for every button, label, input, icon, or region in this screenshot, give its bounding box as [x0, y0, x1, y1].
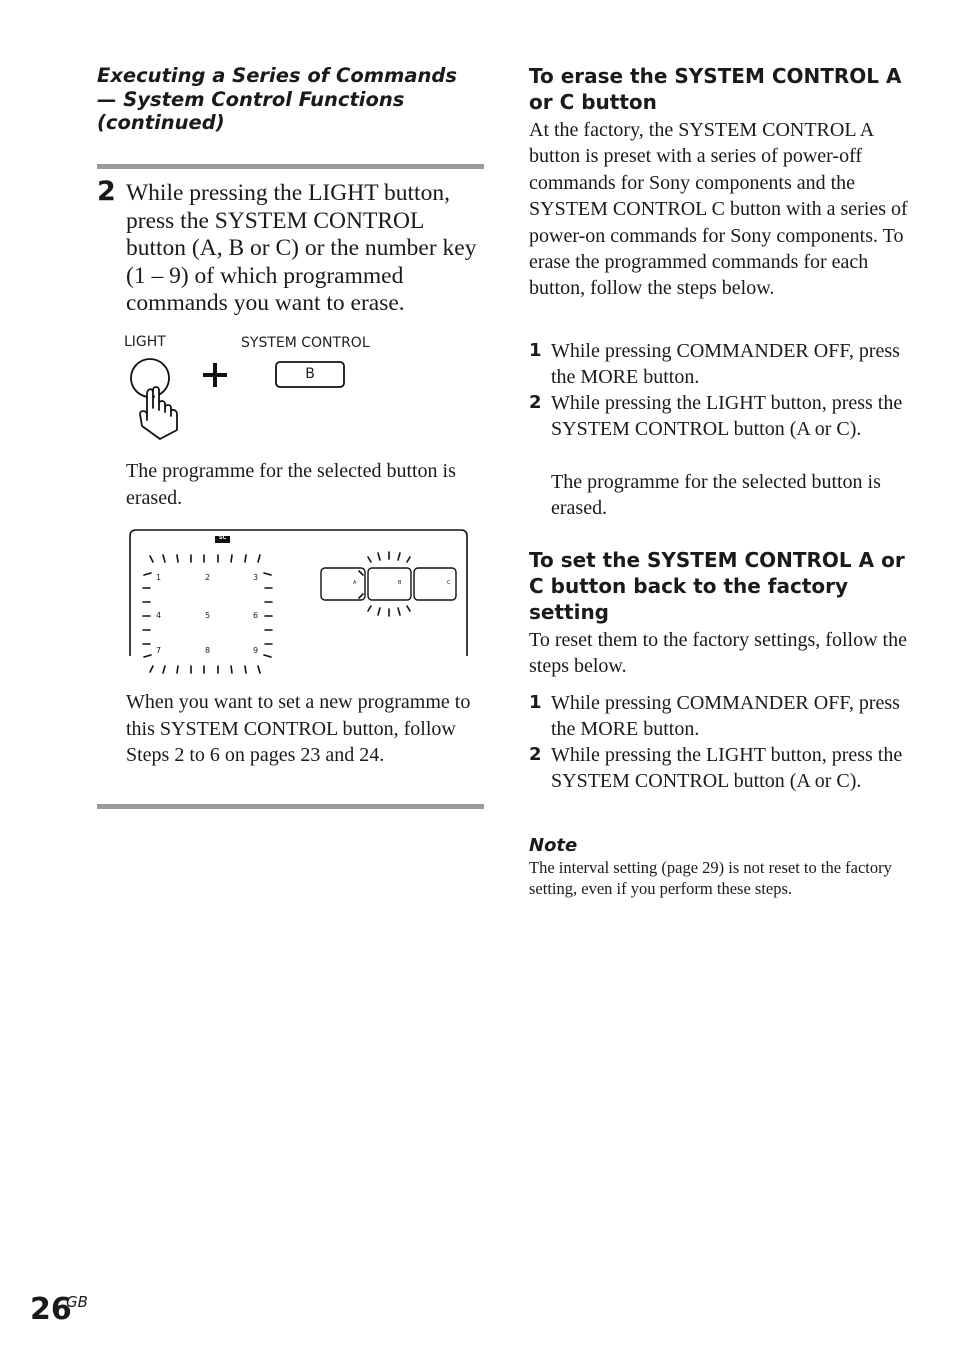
display-number-6: 6 [253, 611, 259, 620]
reset-section-title: To set the SYSTEM CONTROL A or C button back to the factory setting [529, 548, 905, 624]
display-number-3: 3 [253, 573, 259, 582]
erase-result-text: The programme for the selected button is erased. [551, 471, 881, 520]
display-number-2: 2 [205, 573, 211, 582]
erase-step-1-text: While pressing COMMANDER OFF, press the MORE button. [551, 340, 900, 389]
sc-indicator-label: SC [218, 535, 227, 541]
page-number-suffix: GB [66, 1293, 88, 1311]
erase-step-2-number: 2 [529, 392, 542, 413]
blink-ticks-top [150, 555, 260, 562]
section-heading [97, 64, 477, 135]
display-number-4: 4 [156, 611, 162, 620]
reset-intro-text: To reset them to the factory settings, follow the steps below. [529, 629, 907, 678]
reset-step-2-text: While pressing the LIGHT button, press the SYSTEM CONTROL button (A or C). [551, 744, 903, 793]
display-number-9: 9 [253, 646, 259, 655]
erase-intro-text: At the factory, the SYSTEM CONTROL A button is preset with a series of power-off commands for Sony components and the SYSTEM CONTROL C button with a series of power-on commands for Sony components. To erase the programmed commands for each button, follow the steps below. [529, 119, 908, 300]
display-number-8: 8 [205, 646, 211, 655]
display-button-a [321, 568, 365, 600]
erased-result-text: The programme for the selected button is erased. [126, 460, 456, 509]
erase-step-1-number: 1 [529, 340, 542, 361]
section-heading-line3: (continued) [97, 111, 225, 134]
note-text: The interval setting (page 29) is not reset to the factory setting, even if you perform these steps. [529, 858, 892, 898]
step-instruction: While pressing the LIGHT button, press the SYSTEM CONTROL button (A, B or C) or the number key (1 – 9) of which programmed commands you want to erase. [126, 180, 477, 317]
light-plus-b-illustration [120, 350, 360, 445]
reset-step-1-number: 1 [529, 692, 542, 713]
system-control-b-button-label: B [305, 366, 315, 382]
bottom-divider [97, 804, 484, 809]
blink-ticks-left [143, 573, 151, 657]
top-divider [97, 164, 484, 169]
erase-step-2-text: While pressing the LIGHT button, press the SYSTEM CONTROL button (A or C). [551, 392, 903, 441]
section-heading-line1: Executing a Series of Commands [97, 64, 457, 87]
display-button-c-label: C [447, 580, 451, 586]
reset-step-1-text: While pressing COMMANDER OFF, press the MORE button. [551, 692, 900, 741]
system-control-label: SYSTEM CONTROL [241, 335, 370, 351]
display-button-a-label: A [353, 580, 357, 586]
note-label: Note [529, 835, 578, 856]
page-number: 26 [30, 1292, 72, 1327]
blink-ticks-right [264, 573, 272, 657]
display-number-1: 1 [156, 573, 162, 582]
remote-display-illustration [128, 528, 473, 680]
display-button-b [368, 568, 411, 600]
section-heading-line2: — System Control Functions [97, 87, 405, 111]
display-button-b-label: B [398, 580, 402, 586]
blink-ticks-bottom [150, 666, 260, 673]
new-programme-text: When you want to set a new programme to this SYSTEM CONTROL button, follow Steps 2 to 6 on pages 23 and 24. [126, 691, 471, 766]
erase-section-title: To erase the SYSTEM CONTROL A or C button [529, 64, 902, 114]
reset-step-2-number: 2 [529, 744, 542, 765]
plus-icon [203, 363, 227, 387]
step-number: 2 [97, 176, 116, 207]
display-number-7: 7 [156, 646, 162, 655]
display-number-5: 5 [205, 611, 211, 620]
light-label: LIGHT [124, 334, 166, 350]
